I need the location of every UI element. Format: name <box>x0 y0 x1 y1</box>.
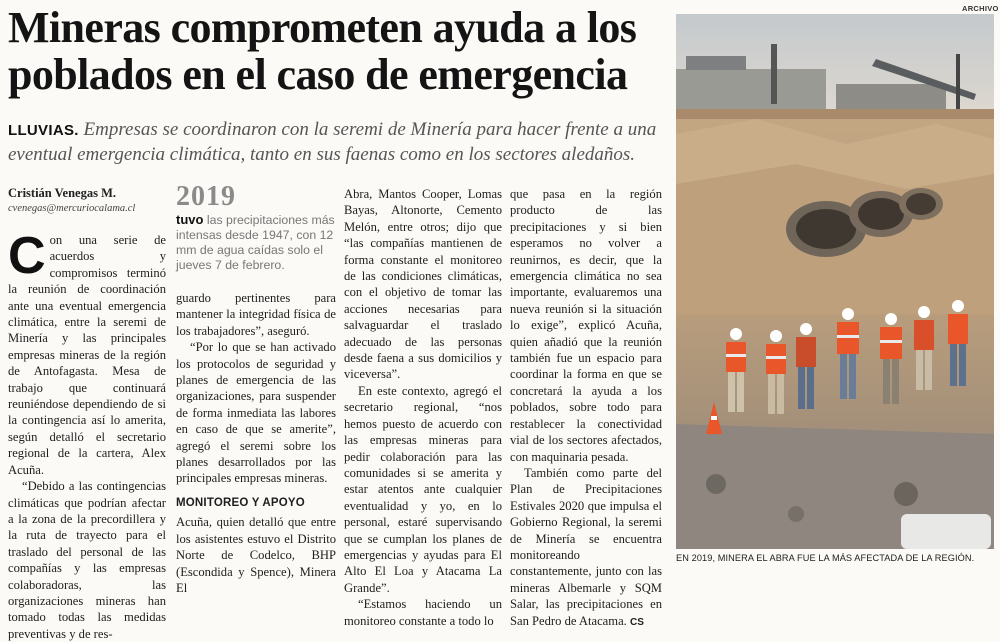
paragraph-9: que pasa en la región producto de las precipitaciones y si bien esperamos no volver a reunirnos, es decir, que la emergencia climática no sea importante, evaluaremos una nueva reunión si la situación lo exige”, explicó Acuña, quien añadió que la reunión también fue un espacio para coordinar la forma en que se concretará la ayuda a los poblados, sobre todo para restablecer la conectividad vial de los sectores afectados, con maquinaria pesada. <box>510 187 662 464</box>
kicker: LLUVIAS. <box>8 122 79 139</box>
lead-text: Empresas se coordinaron con la seremi de Minería para hacer frente a una eventual emergencia climática, tanto en sus faenas como en los sectores aledaños. <box>8 119 657 165</box>
paragraph-10-text: También como parte del Plan de Precipitaciones Estivales 2020 que impulsa el Gobierno Regional, la seremi de Minería se encuentra monitoreando constantemente, junto con las mineras Albemarle y SQM Salar, las precipitaciones en San Pedro de Atacama. <box>510 465 662 628</box>
end-mark: CS <box>629 616 644 628</box>
body-column-3 <box>344 186 502 629</box>
paragraph-1: on una serie de acuerdos y compromisos terminó la reunión de coordinación ante una eventual emergencia climática, entre la seremi de Minería y las principales empresas mineras de la región de Antofagasta. Mesa de trabajo que continuará reuniéndose dependiendo de si la contingencia así lo amerita, según detalló el secretario regional de la cartera, Alex Acuña. <box>8 233 166 477</box>
body-column-2 <box>176 290 336 596</box>
paragraph-6: Abra, Mantos Cooper, Lomas Bayas, Altonorte, Cemento Melón, entre otros; dijo que “las compañías mantienen de forma constante el monitoreo de las condiciones climáticas, con el objetivo de tomar las acciones necesarias para salvaguardar el traslado adecuado de las personas desde faena a sus domicilios y viceversa”. <box>344 187 502 382</box>
drop-cap: C <box>8 227 46 285</box>
photo-credit: ARCHIVO <box>962 4 999 13</box>
body-column-1 <box>8 227 166 642</box>
paragraph-3: guardo pertinentes para mantener la integridad física de los trabajadores”, aseguró. <box>176 291 336 338</box>
sidebar-highlight: tuvo <box>176 212 204 227</box>
body-column-4 <box>510 186 662 631</box>
paragraph-2: “Debido a las contingencias climáticas que podrían afectar a la zona de la precordillera y la ruta de trayecto para el traslado del personal de las compañías y las empresas colaboradoras, las organizaciones mineras han tomado todas las medidas preventivas y de res- <box>8 479 166 641</box>
sidebar-text: las precipitaciones más intensas desde 1947, con 12 mm de agua caídas solo el jueves 7 de febrero. <box>176 213 335 272</box>
paragraph-4: “Por lo que se han activado los protocolos de seguridad y planes de emergencia de las organizaciones, para suspender de forma inmediata las labores en caso de que se amerite”, agregó el seremi sobre los planes desarrollados por las principales empresas mineras. <box>176 340 336 486</box>
sidebar-year: 2019 <box>176 181 236 212</box>
paragraph-5: Acuña, quien detalló que entre los asistentes estuvo el Distrito Norte de Codelco, BHP (Escondida y Spence), Minera El <box>176 515 336 595</box>
photo-caption: EN 2019, MINERA EL ABRA FUE LA MÁS AFECTADA DE LA REGIÓN. <box>676 553 975 563</box>
section-subhead: MONITOREO Y APOYO <box>176 496 305 509</box>
paragraph-8: “Estamos haciendo un monitoreo constante a todo lo <box>344 597 502 628</box>
sidebar-fact <box>176 212 336 273</box>
paragraph-7: En este contexto, agregó el secretario regional, “nos hemos puesto de acuerdo con las empresas mineras para pedir colaboración para las comunidades si se amerita y estar atentos ante cualquier eventualidad y yo, en lo personal, estaré supervisando que se cumplan los planes de emergencias y ayudas para El Alto El Loa y Atacama La Grande”. <box>344 383 502 595</box>
mine-site-photo <box>676 14 994 549</box>
headline: Mineras comprometen ayuda a los poblados en el caso de emergencia <box>8 3 637 99</box>
author-email[interactable]: cvenegas@mercuriocalama.cl <box>8 203 136 214</box>
lead-paragraph <box>8 118 663 167</box>
mine-photo-illustration <box>676 14 994 549</box>
paragraph-10 <box>510 465 662 631</box>
author-byline: Cristián Venegas M. <box>8 186 116 200</box>
